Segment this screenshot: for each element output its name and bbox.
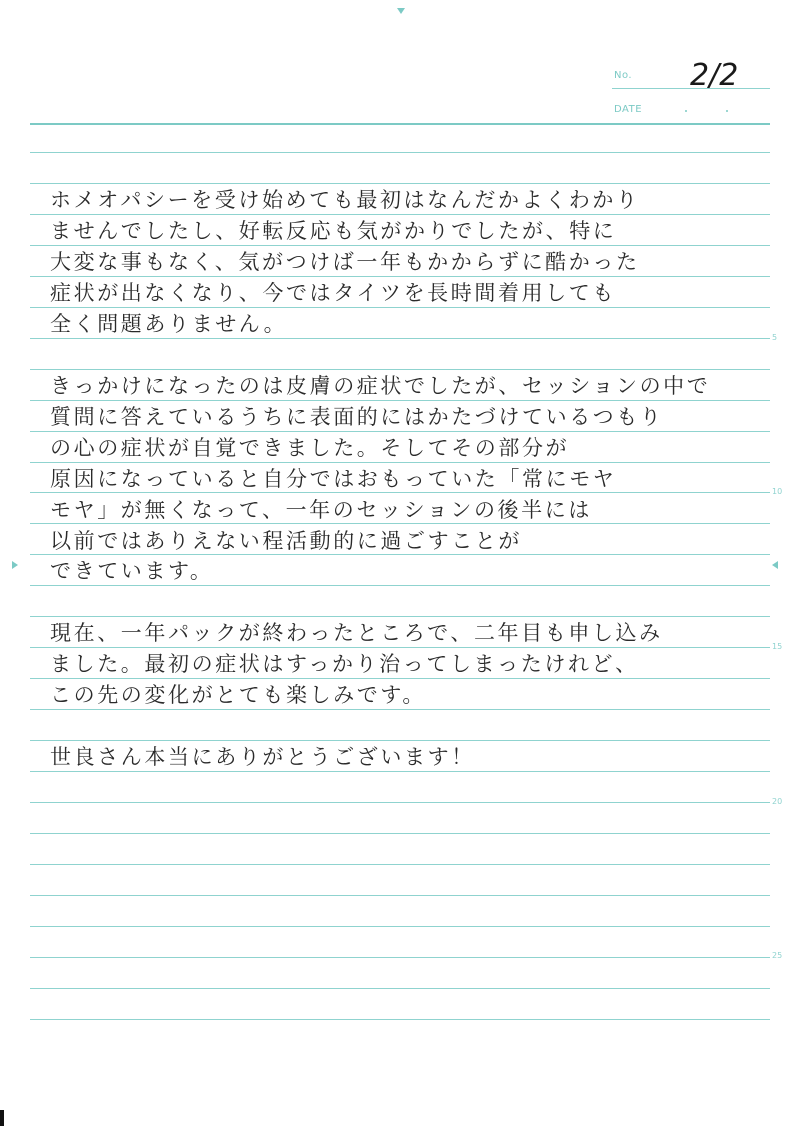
ruled-line [30, 152, 770, 153]
handwritten-line: ました。最初の症状はすっかり治ってしまったけれど、 [50, 652, 639, 677]
line-number: 20 [772, 797, 783, 806]
ruled-line [30, 276, 770, 277]
scan-edge-mark [0, 1110, 4, 1126]
handwritten-line: 症状が出なくなり、今ではタイツを長時間着用しても [50, 280, 616, 305]
ruled-line [30, 709, 770, 710]
handwritten-line: きっかけになったのは皮膚の症状でしたが、セッションの中で [50, 373, 711, 398]
date-label: DATE [614, 104, 643, 115]
handwritten-line: この先の変化がとても楽しみです。 [50, 683, 426, 708]
right-margin-marker-icon [772, 561, 778, 569]
ruled-line [30, 988, 770, 989]
handwritten-line: 全く問題ありません。 [50, 311, 288, 336]
line-number: 25 [772, 951, 783, 960]
ruled-line [30, 926, 770, 927]
ruled-line [30, 338, 770, 339]
ruled-line [30, 585, 770, 586]
handwritten-line: 質問に答えているうちに表面的にはかたづけているつもり [50, 404, 664, 429]
handwritten-line: ませんでしたし、好転反応も気がかりでしたが、特に [50, 218, 617, 243]
handwritten-line: モヤ」が無くなって、一年のセッションの後半には [50, 497, 592, 522]
ruled-line [30, 431, 770, 432]
handwritten-line: 現在、一年パックが終わったところで、二年目も申し込み [50, 621, 663, 646]
ruled-line [30, 492, 770, 493]
handwritten-line: 原因になっていると自分ではおもっていた「常にモヤ [50, 466, 617, 491]
handwritten-line: ホメオパシーを受け始めても最初はなんだかよくわかり [50, 188, 640, 212]
handwritten-line: の心の症状が自覚できました。そしてその部分が [50, 435, 570, 460]
ruled-line [30, 523, 770, 524]
top-center-marker-icon [397, 8, 405, 14]
date-separator-dot [726, 110, 728, 112]
ruled-line [30, 647, 770, 648]
ruled-line [30, 616, 770, 617]
ruled-line [30, 895, 770, 896]
date-separator-dot [685, 110, 687, 112]
ruled-line [30, 771, 770, 772]
page-number: 2/2 [690, 58, 739, 93]
ruled-line [30, 307, 770, 308]
ruled-line [30, 462, 770, 463]
header-rule [30, 123, 770, 125]
no-label: No. [614, 70, 633, 81]
ruled-line [30, 957, 770, 958]
ruled-line [30, 369, 770, 370]
ruled-line [30, 183, 770, 184]
handwritten-line: 世良さん本当にありがとうございます！ [50, 745, 475, 770]
ruled-line [30, 400, 770, 401]
ruled-line [30, 554, 770, 555]
ruled-line [30, 833, 770, 834]
handwritten-line: できています。 [50, 559, 214, 584]
ruled-line [30, 740, 770, 741]
line-number: 15 [772, 642, 783, 651]
handwritten-line: 以前ではありえない程活動的に過ごすことが [50, 528, 522, 553]
line-number: 5 [772, 333, 778, 342]
ruled-line [30, 214, 770, 215]
ruled-line [30, 245, 770, 246]
no-rule [612, 88, 770, 89]
ruled-line [30, 802, 770, 803]
left-margin-marker-icon [12, 561, 18, 569]
handwritten-line: 大変な事もなく、気がつけば一年もかからずに酷かった [50, 249, 640, 274]
ruled-line [30, 1019, 770, 1020]
ruled-line [30, 864, 770, 865]
ruled-line [30, 678, 770, 679]
line-number: 10 [772, 487, 783, 496]
